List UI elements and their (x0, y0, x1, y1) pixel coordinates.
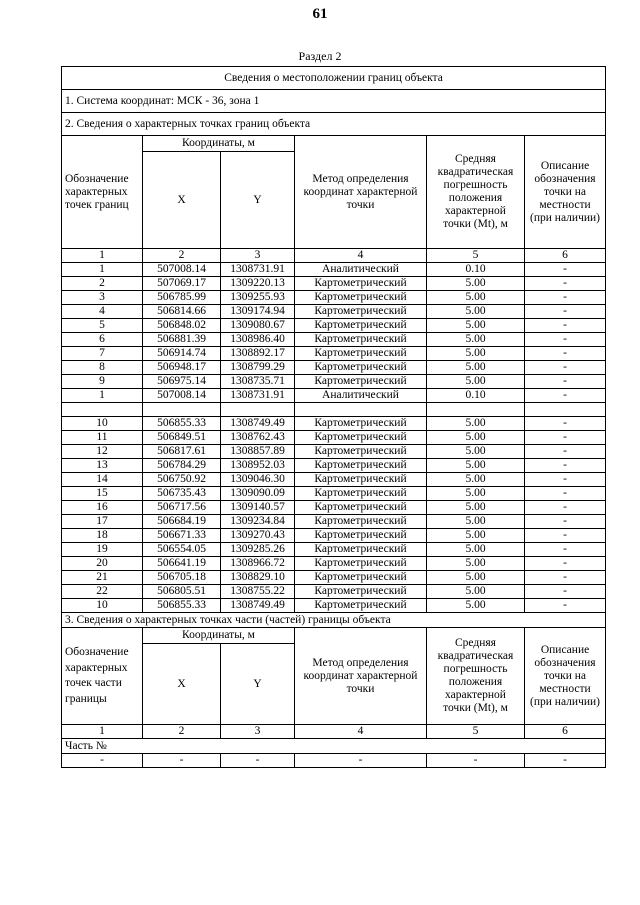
table-row (62, 417, 606, 431)
coord-y: 1309220.13 (221, 277, 295, 291)
part-cell-3: - (221, 754, 295, 768)
col-num-5-part: 5 (427, 725, 525, 739)
col-num-5: 5 (427, 249, 525, 263)
col-num-1-part: 1 (62, 725, 143, 739)
point-id: 15 (62, 487, 143, 501)
header-designation: Обозначение характерных точек границ (62, 136, 143, 249)
description: - (525, 599, 606, 613)
table-row (62, 445, 606, 459)
part-cell-5: - (427, 754, 525, 768)
method: Картометрический (295, 571, 427, 585)
error: 5.00 (427, 417, 525, 431)
method: Картометрический (295, 277, 427, 291)
coord-y: 1309270.43 (221, 529, 295, 543)
error: 5.00 (427, 487, 525, 501)
coord-x: 506717.56 (143, 501, 221, 515)
part2-title: 2. Сведения о характерных точках границ объекта (62, 113, 606, 136)
error: 5.00 (427, 557, 525, 571)
description: - (525, 571, 606, 585)
point-id: 10 (62, 417, 143, 431)
method: Картометрический (295, 417, 427, 431)
error: 5.00 (427, 445, 525, 459)
table-row (62, 319, 606, 333)
description: - (525, 291, 606, 305)
description: - (525, 585, 606, 599)
description: - (525, 501, 606, 515)
coord-system: 1. Система координат: МСК - 36, зона 1 (62, 90, 606, 113)
method: Картометрический (295, 487, 427, 501)
header-error-part: Средняя квадратическая погрешность положения характерной точки (Mt), м (427, 628, 525, 725)
error: 5.00 (427, 599, 525, 613)
header-coords-part: Координаты, м (143, 628, 295, 644)
header-designation-part-text: Обозначение характерных точек части границы (65, 646, 129, 705)
section-label: Раздел 2 (298, 49, 342, 63)
coord-y: 1308829.10 (221, 571, 295, 585)
coord-y: 1308749.49 (221, 417, 295, 431)
table-row (62, 585, 606, 599)
method: Картометрический (295, 515, 427, 529)
boundary-table (61, 66, 606, 768)
point-id: 11 (62, 431, 143, 445)
description: - (525, 305, 606, 319)
method: Картометрический (295, 361, 427, 375)
table-row (62, 263, 606, 277)
error: 5.00 (427, 277, 525, 291)
method: Картометрический (295, 529, 427, 543)
coord-x: 506817.61 (143, 445, 221, 459)
coord-x: 506554.05 (143, 543, 221, 557)
point-id: 16 (62, 501, 143, 515)
method: Аналитический (295, 389, 427, 403)
table-row (62, 431, 606, 445)
coord-x: 507008.14 (143, 389, 221, 403)
description: - (525, 417, 606, 431)
point-id: 18 (62, 529, 143, 543)
table-row (62, 361, 606, 375)
method: Картометрический (295, 333, 427, 347)
error: 5.00 (427, 305, 525, 319)
error: 5.00 (427, 319, 525, 333)
coord-x: 506914.74 (143, 347, 221, 361)
coord-y: 1309140.57 (221, 501, 295, 515)
part-cell-2: - (143, 754, 221, 768)
coord-y: 1308735.71 (221, 375, 295, 389)
coord-x: 507008.14 (143, 263, 221, 277)
table-row (62, 571, 606, 585)
col-num-4-part: 4 (295, 725, 427, 739)
error: 5.00 (427, 543, 525, 557)
col-num-4: 4 (295, 249, 427, 263)
method: Картометрический (295, 473, 427, 487)
coord-x: 506814.66 (143, 305, 221, 319)
description: - (525, 529, 606, 543)
part-cell-4: - (295, 754, 427, 768)
table-row (62, 305, 606, 319)
point-id: 1 (62, 263, 143, 277)
coord-x: 506735.43 (143, 487, 221, 501)
header-coords: Координаты, м (143, 136, 295, 152)
coord-y: 1308731.91 (221, 389, 295, 403)
table-row (62, 375, 606, 389)
point-id: 19 (62, 543, 143, 557)
header-method: Метод определения координат характерной точки (295, 136, 427, 249)
coord-x: 506849.51 (143, 431, 221, 445)
point-id: 9 (62, 375, 143, 389)
table-row (62, 333, 606, 347)
table-row (62, 557, 606, 571)
coord-y: 1308986.40 (221, 333, 295, 347)
table-row (62, 347, 606, 361)
point-id: 5 (62, 319, 143, 333)
part-cell-6: - (525, 754, 606, 768)
coord-y: 1309255.93 (221, 291, 295, 305)
header-method-part: Метод определения координат характерной точки (295, 628, 427, 725)
method: Картометрический (295, 431, 427, 445)
point-id: 7 (62, 347, 143, 361)
coord-x: 506784.29 (143, 459, 221, 473)
col-num-6: 6 (525, 249, 606, 263)
description: - (525, 319, 606, 333)
description: - (525, 557, 606, 571)
table-row (62, 501, 606, 515)
coord-x: 506975.14 (143, 375, 221, 389)
table-row (62, 599, 606, 613)
coord-x: 506641.19 (143, 557, 221, 571)
point-id: 20 (62, 557, 143, 571)
method: Картометрический (295, 319, 427, 333)
method: Картометрический (295, 557, 427, 571)
part-cell-1: - (62, 754, 143, 768)
coord-x: 506948.17 (143, 361, 221, 375)
method: Картометрический (295, 445, 427, 459)
col-num-2: 2 (143, 249, 221, 263)
method: Картометрический (295, 291, 427, 305)
coord-x: 506671.33 (143, 529, 221, 543)
description: - (525, 361, 606, 375)
error: 5.00 (427, 361, 525, 375)
method: Картометрический (295, 543, 427, 557)
coord-y: 1309080.67 (221, 319, 295, 333)
coord-x: 506855.33 (143, 599, 221, 613)
description: - (525, 487, 606, 501)
error: 0.10 (427, 389, 525, 403)
part-label: Часть № (62, 739, 606, 754)
coord-x: 506684.19 (143, 515, 221, 529)
point-id: 13 (62, 459, 143, 473)
error: 5.00 (427, 473, 525, 487)
description: - (525, 347, 606, 361)
table-row (62, 389, 606, 403)
error: 5.00 (427, 375, 525, 389)
method: Картометрический (295, 501, 427, 515)
header-y-part: Y (221, 644, 295, 725)
col-num-3-part: 3 (221, 725, 295, 739)
coord-y: 1309285.26 (221, 543, 295, 557)
coord-x: 507069.17 (143, 277, 221, 291)
error: 5.00 (427, 571, 525, 585)
coord-x: 506855.33 (143, 417, 221, 431)
description: - (525, 543, 606, 557)
table-row (62, 529, 606, 543)
table-row (62, 277, 606, 291)
description: - (525, 431, 606, 445)
coord-y: 1308952.03 (221, 459, 295, 473)
coord-x: 506805.51 (143, 585, 221, 599)
description: - (525, 375, 606, 389)
coord-y: 1309090.09 (221, 487, 295, 501)
method: Картометрический (295, 585, 427, 599)
method: Картометрический (295, 459, 427, 473)
coord-y: 1308857.89 (221, 445, 295, 459)
header-description-part: Описание обозначения точки на местности (при наличии) (525, 628, 606, 725)
col-num-6-part: 6 (525, 725, 606, 739)
error: 5.00 (427, 585, 525, 599)
contour-separator-row (62, 403, 606, 417)
coord-y: 1308966.72 (221, 557, 295, 571)
coord-x: 506881.39 (143, 333, 221, 347)
point-id: 4 (62, 305, 143, 319)
error: 5.00 (427, 459, 525, 473)
method: Аналитический (295, 263, 427, 277)
table-row (62, 291, 606, 305)
page-number: 61 (312, 6, 328, 22)
point-id: 6 (62, 333, 143, 347)
description: - (525, 333, 606, 347)
col-num-3: 3 (221, 249, 295, 263)
coord-x: 506848.02 (143, 319, 221, 333)
coord-y: 1308749.49 (221, 599, 295, 613)
point-id: 10 (62, 599, 143, 613)
description: - (525, 515, 606, 529)
table-row (62, 459, 606, 473)
coord-y: 1309234.84 (221, 515, 295, 529)
error: 5.00 (427, 431, 525, 445)
point-id: 21 (62, 571, 143, 585)
col-num-1: 1 (62, 249, 143, 263)
point-id: 12 (62, 445, 143, 459)
description: - (525, 473, 606, 487)
point-id: 8 (62, 361, 143, 375)
point-id: 14 (62, 473, 143, 487)
description: - (525, 459, 606, 473)
table-row (62, 543, 606, 557)
coord-x: 506705.18 (143, 571, 221, 585)
coord-y: 1308762.43 (221, 431, 295, 445)
description: - (525, 389, 606, 403)
header-y: Y (221, 152, 295, 249)
error: 0.10 (427, 263, 525, 277)
header-x: X (143, 152, 221, 249)
error: 5.00 (427, 529, 525, 543)
error: 5.00 (427, 291, 525, 305)
method: Картометрический (295, 599, 427, 613)
coord-y: 1309174.94 (221, 305, 295, 319)
table-row (62, 515, 606, 529)
point-id: 17 (62, 515, 143, 529)
error: 5.00 (427, 501, 525, 515)
point-id: 1 (62, 389, 143, 403)
coord-y: 1308731.91 (221, 263, 295, 277)
header-x-part: X (143, 644, 221, 725)
description: - (525, 445, 606, 459)
error: 5.00 (427, 333, 525, 347)
point-id: 2 (62, 277, 143, 291)
col-num-2-part: 2 (143, 725, 221, 739)
header-error: Средняя квадратическая погрешность положения характерной точки (Mt), м (427, 136, 525, 249)
method: Картометрический (295, 375, 427, 389)
table-title: Сведения о местоположении границ объекта (62, 67, 606, 90)
error: 5.00 (427, 515, 525, 529)
point-id: 22 (62, 585, 143, 599)
description: - (525, 277, 606, 291)
header-description: Описание обозначения точки на местности (при наличии) (525, 136, 606, 249)
coord-x: 506785.99 (143, 291, 221, 305)
table-row (62, 473, 606, 487)
description: - (525, 263, 606, 277)
table-row (62, 487, 606, 501)
part3-title: 3. Сведения о характерных точках части (частей) границы объекта (62, 613, 606, 628)
point-id: 3 (62, 291, 143, 305)
coord-x: 506750.92 (143, 473, 221, 487)
coord-y: 1308892.17 (221, 347, 295, 361)
method: Картометрический (295, 305, 427, 319)
method: Картометрический (295, 347, 427, 361)
coord-y: 1309046.30 (221, 473, 295, 487)
coord-y: 1308799.29 (221, 361, 295, 375)
error: 5.00 (427, 347, 525, 361)
coord-y: 1308755.22 (221, 585, 295, 599)
header-designation-part (62, 628, 143, 725)
